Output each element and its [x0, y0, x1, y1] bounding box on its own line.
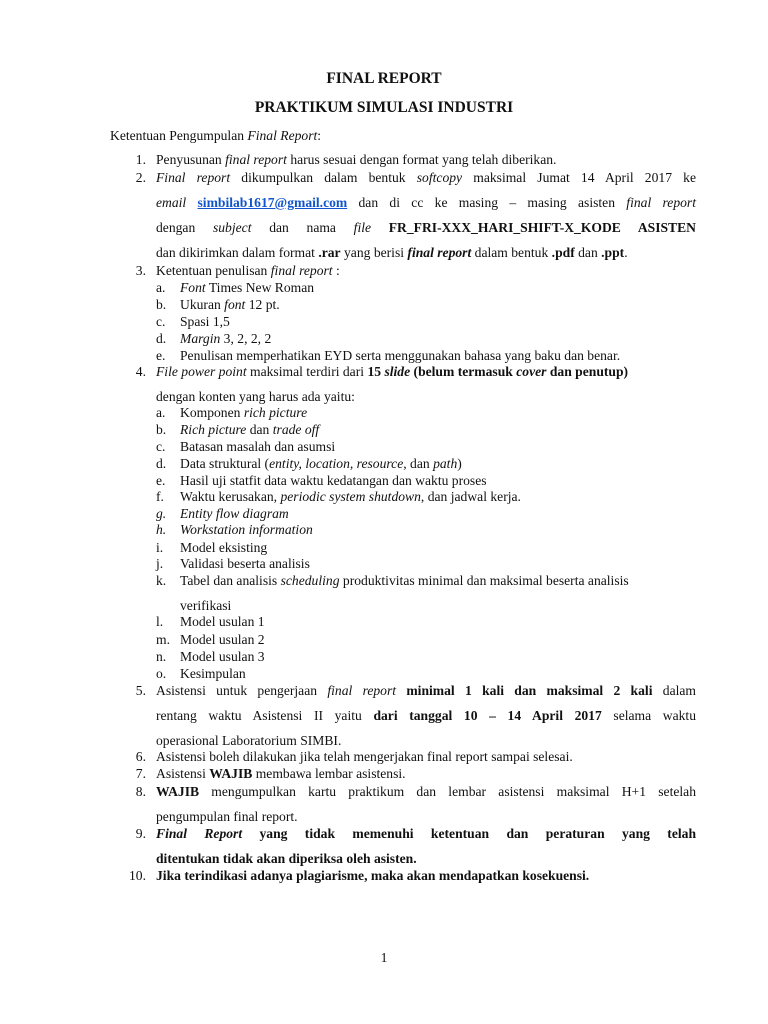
item-7-text: Asistensi WAJIB membawa lembar asistensi.	[156, 766, 406, 781]
item-number: 2.	[135, 170, 146, 185]
sub-item-continuation: verifikasi	[180, 598, 232, 613]
sub-item: Entity flow diagram	[180, 506, 289, 521]
sub-item: Model usulan 1	[180, 614, 265, 629]
sub-item: Validasi beserta analisis	[180, 556, 310, 571]
item-9-line-2: ditentukan tidak akan diperiksa oleh asisten.	[156, 851, 417, 866]
item-5-line-1: Asistensi untuk pengerjaan final report minimal 1 kali dan maksimal 2 kali dalam	[156, 683, 696, 698]
item-6-text: Asistensi boleh dilakukan jika telah mengerjakan final report sampai selesai.	[156, 749, 573, 764]
email-link[interactable]: simbilab1617@gmail.com	[197, 195, 348, 210]
document-subtitle: PRAKTIKUM SIMULASI INDUSTRI	[254, 99, 514, 116]
item-number: 10.	[129, 868, 146, 883]
item-number: 6.	[135, 749, 146, 764]
item-2-line-1: Final report dikumpulkan dalam bentuk softcopy maksimal Jumat 14 April 2017 ke	[156, 170, 696, 185]
sub-item: Rich picture dan trade off	[180, 422, 320, 437]
sub-letter: b.	[156, 422, 167, 437]
item-2-line-2: email simbilab1617@gmail.com dan di cc ke masing – masing asisten final report	[156, 195, 696, 210]
sub-item: Batasan masalah dan asumsi	[180, 439, 336, 454]
item-number: 7.	[135, 766, 146, 781]
sub-letter: c.	[156, 439, 166, 454]
sub-item: Margin 3, 2, 2, 2	[180, 331, 272, 346]
intro-line	[110, 128, 321, 144]
sub-letter: h.	[156, 522, 167, 537]
sub-item: Font Times New Roman	[180, 280, 315, 295]
sub-letter: c.	[156, 314, 166, 329]
item-number: 9.	[135, 826, 146, 841]
intro-tail: :	[317, 128, 322, 143]
item-2-line-3: dengan subject dan nama file FR_FRI-XXX_HARI_SHIFT-X_KODE ASISTEN	[156, 220, 697, 235]
sub-letter: g.	[156, 506, 167, 521]
intro-italic: Final Report	[247, 128, 318, 143]
sub-letter: o.	[156, 666, 167, 681]
item-4-line-1: File power point maksimal terdiri dari 15 slide (belum termasuk cover dan penutup)	[156, 364, 629, 379]
sub-letter: k.	[156, 573, 167, 588]
sub-letter: j.	[156, 556, 164, 571]
sub-item: Tabel dan analisis scheduling produktivitas minimal dan maksimal beserta analisis	[180, 573, 629, 588]
sub-item: Waktu kerusakan, periodic system shutdown, dan jadwal kerja.	[180, 489, 521, 504]
item-number: 5.	[135, 683, 146, 698]
sub-item: Ukuran font 12 pt.	[180, 297, 280, 312]
item-8-line-2: pengumpulan final report.	[156, 809, 298, 824]
sub-item: Data struktural (entity, location, resource, dan path)	[180, 456, 462, 471]
sub-letter: a.	[156, 405, 166, 420]
item-2-line-4: dan dikirimkan dalam format .rar yang berisi final report dalam bentuk .pdf dan .ppt.	[156, 245, 628, 260]
sub-letter: d.	[156, 331, 167, 346]
sub-letter: d.	[156, 456, 167, 471]
item-number: 1.	[135, 152, 146, 167]
item-number: 3.	[135, 263, 146, 278]
item-10-text: Jika terindikasi adanya plagiarisme, maka akan mendapatkan kosekuensi.	[156, 868, 590, 883]
document-title: FINAL REPORT	[326, 70, 442, 87]
sub-letter: e.	[156, 473, 166, 488]
sub-letter: f.	[156, 489, 164, 504]
page-number: 1	[380, 950, 388, 965]
sub-item: Spasi 1,5	[180, 314, 230, 329]
sub-letter: n.	[156, 649, 167, 664]
item-5-line-3: operasional Laboratorium SIMBI.	[156, 733, 342, 748]
item-3-text: Ketentuan penulisan final report :	[156, 263, 340, 278]
item-number: 4.	[135, 364, 146, 379]
sub-item: Workstation information	[180, 522, 313, 537]
sub-letter: l.	[156, 614, 164, 629]
sub-item: Kesimpulan	[180, 666, 246, 681]
sub-item: Model usulan 3	[180, 649, 265, 664]
sub-letter: e.	[156, 348, 166, 363]
sub-item: Penulisan memperhatikan EYD serta menggunakan bahasa yang baku dan benar.	[180, 348, 621, 363]
sub-letter: i.	[156, 540, 164, 555]
sub-item: Komponen rich picture	[180, 405, 308, 420]
sub-item: Hasil uji statfit data waktu kedatangan dan waktu proses	[180, 473, 487, 488]
sub-letter: m.	[156, 632, 170, 647]
sub-item: Model usulan 2	[180, 632, 265, 647]
intro-text: Ketentuan Pengumpulan	[110, 128, 248, 143]
item-number: 8.	[135, 784, 146, 799]
sub-letter: a.	[156, 280, 166, 295]
item-9-line-1: Final Report yang tidak memenuhi ketentuan dan peraturan yang telah	[156, 826, 696, 841]
sub-letter: b.	[156, 297, 167, 312]
item-4-line-2: dengan konten yang harus ada yaitu:	[156, 389, 355, 404]
item-8-line-1: WAJIB mengumpulkan kartu praktikum dan lembar asistensi maksimal H+1 setelah	[156, 784, 696, 799]
item-5-line-2: rentang waktu Asistensi II yaitu dari tanggal 10 – 14 April 2017 selama waktu	[156, 708, 696, 723]
item-1-text: Penyusunan final report harus sesuai dengan format yang telah diberikan.	[156, 152, 557, 167]
sub-item: Model eksisting	[180, 540, 268, 555]
